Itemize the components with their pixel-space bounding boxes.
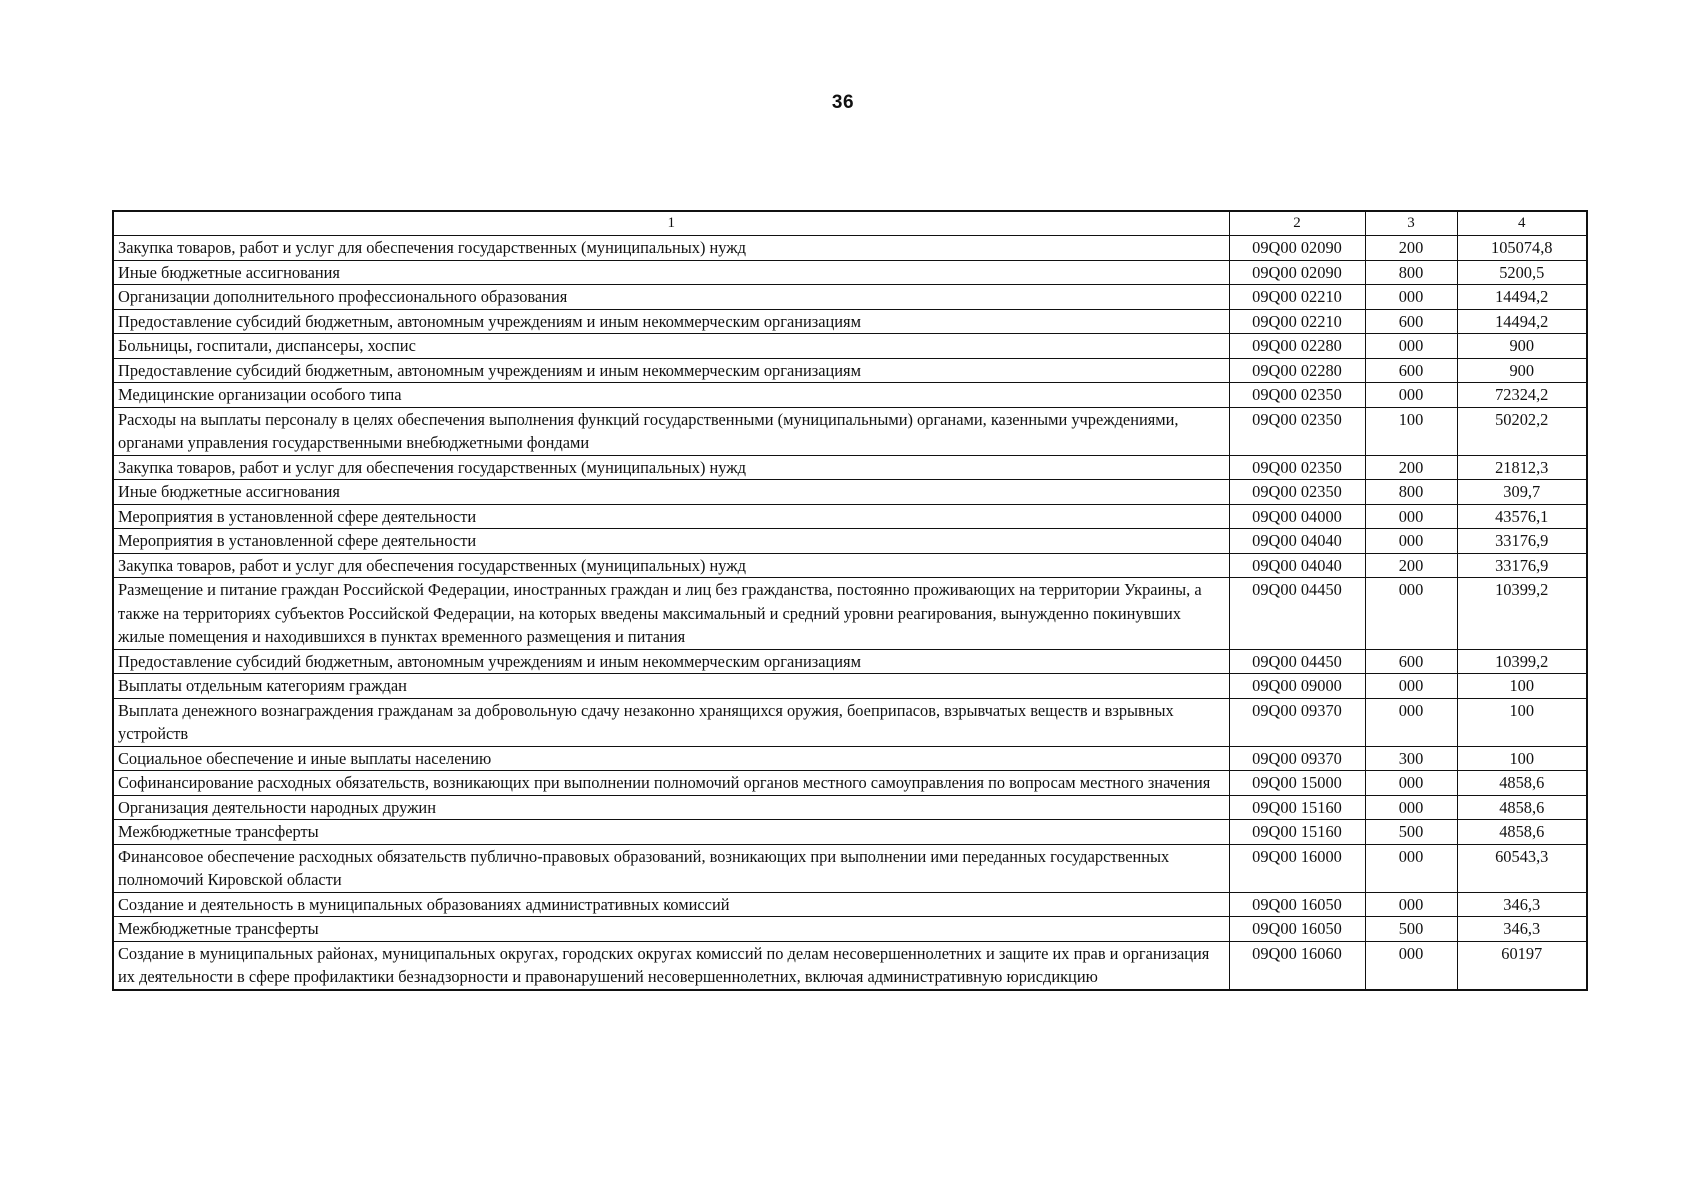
row-code-cell: 09Q00 02280: [1229, 334, 1365, 359]
row-amount-cell: 900: [1457, 358, 1587, 383]
page-number: 36: [831, 92, 855, 113]
row-code-cell: 09Q00 02350: [1229, 383, 1365, 408]
row-name-cell: Расходы на выплаты персоналу в целях обеспечения выполнения функций государственными (муниципальными) органами, казенными учреждениями, органами управления государственными внебюджетными фондами: [113, 407, 1229, 455]
row-amount-cell: 72324,2: [1457, 383, 1587, 408]
row-amount-cell: 346,3: [1457, 917, 1587, 942]
row-code-cell: 09Q00 04040: [1229, 529, 1365, 554]
table-row: [113, 455, 1587, 480]
header-col-1: 1: [113, 211, 1229, 236]
row-code-cell: 09Q00 02280: [1229, 358, 1365, 383]
row-name-cell: Организации дополнительного профессионального образования: [113, 285, 1229, 310]
row-code-cell: 09Q00 16060: [1229, 941, 1365, 990]
row-name-cell: Создание и деятельность в муниципальных образованиях административных комиссий: [113, 892, 1229, 917]
row-type-cell: 000: [1365, 578, 1457, 650]
row-type-cell: 600: [1365, 358, 1457, 383]
row-code-cell: 09Q00 04000: [1229, 504, 1365, 529]
row-code-cell: 09Q00 02210: [1229, 285, 1365, 310]
row-name-cell: Размещение и питание граждан Российской Федерации, иностранных граждан и лиц без гражданства, постоянно проживающих на территории Украины, а также на территориях субъектов Российской Федерации, на которых введены максимальный и средний уровни реагирования, вынужденно покинувших жилые помещения и находившихся в пунктах временного размещения и питания: [113, 578, 1229, 650]
row-amount-cell: 43576,1: [1457, 504, 1587, 529]
row-name-cell: Предоставление субсидий бюджетным, автономным учреждениям и иным некоммерческим организациям: [113, 358, 1229, 383]
row-type-cell: 000: [1365, 383, 1457, 408]
table-row: [113, 553, 1587, 578]
row-code-cell: 09Q00 16000: [1229, 844, 1365, 892]
row-amount-cell: 4858,6: [1457, 820, 1587, 845]
row-amount-cell: 60197: [1457, 941, 1587, 990]
table-row: [113, 698, 1587, 746]
row-amount-cell: 100: [1457, 698, 1587, 746]
row-type-cell: 000: [1365, 285, 1457, 310]
row-type-cell: 500: [1365, 820, 1457, 845]
row-amount-cell: 309,7: [1457, 480, 1587, 505]
row-amount-cell: 14494,2: [1457, 309, 1587, 334]
row-amount-cell: 33176,9: [1457, 529, 1587, 554]
row-type-cell: 800: [1365, 480, 1457, 505]
row-name-cell: Закупка товаров, работ и услуг для обеспечения государственных (муниципальных) нужд: [113, 553, 1229, 578]
table-row: [113, 892, 1587, 917]
header-col-4: 4: [1457, 211, 1587, 236]
row-name-cell: Предоставление субсидий бюджетным, автономным учреждениям и иным некоммерческим организациям: [113, 649, 1229, 674]
row-amount-cell: 10399,2: [1457, 578, 1587, 650]
table-row: [113, 941, 1587, 990]
header-row: [113, 211, 1587, 236]
row-name-cell: Закупка товаров, работ и услуг для обеспечения государственных (муниципальных) нужд: [113, 455, 1229, 480]
row-type-cell: 000: [1365, 529, 1457, 554]
row-type-cell: 600: [1365, 309, 1457, 334]
row-name-cell: Финансовое обеспечение расходных обязательств публично-правовых образований, возникающих при выполнении ими переданных государственных полномочий Кировской области: [113, 844, 1229, 892]
row-amount-cell: 21812,3: [1457, 455, 1587, 480]
row-code-cell: 09Q00 04040: [1229, 553, 1365, 578]
row-amount-cell: 900: [1457, 334, 1587, 359]
row-type-cell: 800: [1365, 260, 1457, 285]
table-row: [113, 504, 1587, 529]
row-amount-cell: 14494,2: [1457, 285, 1587, 310]
row-name-cell: Выплата денежного вознаграждения гражданам за добровольную сдачу незаконно хранящихся оружия, боеприпасов, взрывчатых веществ и взрывных устройств: [113, 698, 1229, 746]
row-type-cell: 000: [1365, 334, 1457, 359]
table-row: [113, 771, 1587, 796]
row-type-cell: 500: [1365, 917, 1457, 942]
row-type-cell: 000: [1365, 795, 1457, 820]
row-code-cell: 09Q00 02210: [1229, 309, 1365, 334]
row-name-cell: Межбюджетные трансферты: [113, 917, 1229, 942]
row-type-cell: 000: [1365, 844, 1457, 892]
table-row: [113, 746, 1587, 771]
row-type-cell: 100: [1365, 407, 1457, 455]
row-type-cell: 200: [1365, 455, 1457, 480]
header-col-3: 3: [1365, 211, 1457, 236]
table-row: [113, 236, 1587, 261]
row-amount-cell: 5200,5: [1457, 260, 1587, 285]
header-col-2: 2: [1229, 211, 1365, 236]
table-row: [113, 285, 1587, 310]
row-name-cell: Закупка товаров, работ и услуг для обеспечения государственных (муниципальных) нужд: [113, 236, 1229, 261]
row-type-cell: 000: [1365, 504, 1457, 529]
row-code-cell: 09Q00 15160: [1229, 795, 1365, 820]
row-code-cell: 09Q00 09370: [1229, 746, 1365, 771]
table-row: [113, 649, 1587, 674]
row-name-cell: Мероприятия в установленной сфере деятельности: [113, 529, 1229, 554]
row-code-cell: 09Q00 04450: [1229, 649, 1365, 674]
row-amount-cell: 105074,8: [1457, 236, 1587, 261]
row-code-cell: 09Q00 15000: [1229, 771, 1365, 796]
row-name-cell: Медицинские организации особого типа: [113, 383, 1229, 408]
row-code-cell: 09Q00 02350: [1229, 480, 1365, 505]
table-row: [113, 383, 1587, 408]
row-code-cell: 09Q00 02090: [1229, 260, 1365, 285]
row-amount-cell: 100: [1457, 746, 1587, 771]
table-row: [113, 917, 1587, 942]
row-code-cell: 09Q00 02090: [1229, 236, 1365, 261]
budget-table: [112, 210, 1588, 991]
row-amount-cell: 100: [1457, 674, 1587, 699]
row-name-cell: Мероприятия в установленной сфере деятельности: [113, 504, 1229, 529]
table-row: [113, 309, 1587, 334]
row-amount-cell: 33176,9: [1457, 553, 1587, 578]
row-name-cell: Иные бюджетные ассигнования: [113, 480, 1229, 505]
table-row: [113, 844, 1587, 892]
table-row: [113, 358, 1587, 383]
row-name-cell: Выплаты отдельным категориям граждан: [113, 674, 1229, 699]
row-code-cell: 09Q00 16050: [1229, 917, 1365, 942]
row-amount-cell: 10399,2: [1457, 649, 1587, 674]
row-name-cell: Иные бюджетные ассигнования: [113, 260, 1229, 285]
row-type-cell: 000: [1365, 941, 1457, 990]
row-name-cell: Организация деятельности народных дружин: [113, 795, 1229, 820]
table-row: [113, 260, 1587, 285]
row-code-cell: 09Q00 16050: [1229, 892, 1365, 917]
table-row: [113, 480, 1587, 505]
row-type-cell: 300: [1365, 746, 1457, 771]
row-amount-cell: 60543,3: [1457, 844, 1587, 892]
table-header: [113, 211, 1587, 236]
row-amount-cell: 346,3: [1457, 892, 1587, 917]
row-code-cell: 09Q00 09370: [1229, 698, 1365, 746]
row-name-cell: Создание в муниципальных районах, муниципальных округах, городских округах комиссий по делам несовершеннолетних и защите их прав и организация их деятельности в сфере профилактики безнадзорности и правонарушений несовершеннолетних, включая административную юрисдикцию: [113, 941, 1229, 990]
table-body: [113, 236, 1587, 990]
table-row: [113, 820, 1587, 845]
row-name-cell: Социальное обеспечение и иные выплаты населению: [113, 746, 1229, 771]
row-amount-cell: 4858,6: [1457, 795, 1587, 820]
table-row: [113, 529, 1587, 554]
row-code-cell: 09Q00 02350: [1229, 407, 1365, 455]
row-type-cell: 000: [1365, 698, 1457, 746]
table-row: [113, 334, 1587, 359]
table-row: [113, 578, 1587, 650]
row-type-cell: 200: [1365, 236, 1457, 261]
row-name-cell: Больницы, госпитали, диспансеры, хоспис: [113, 334, 1229, 359]
row-type-cell: 200: [1365, 553, 1457, 578]
table-row: [113, 795, 1587, 820]
table-row: [113, 674, 1587, 699]
table-row: [113, 407, 1587, 455]
row-type-cell: 000: [1365, 771, 1457, 796]
row-amount-cell: 4858,6: [1457, 771, 1587, 796]
row-amount-cell: 50202,2: [1457, 407, 1587, 455]
row-name-cell: Предоставление субсидий бюджетным, автономным учреждениям и иным некоммерческим организациям: [113, 309, 1229, 334]
row-code-cell: 09Q00 02350: [1229, 455, 1365, 480]
row-name-cell: Софинансирование расходных обязательств, возникающих при выполнении полномочий органов местного самоуправления по вопросам местного значения: [113, 771, 1229, 796]
row-code-cell: 09Q00 04450: [1229, 578, 1365, 650]
row-code-cell: 09Q00 15160: [1229, 820, 1365, 845]
row-type-cell: 000: [1365, 892, 1457, 917]
row-type-cell: 600: [1365, 649, 1457, 674]
row-name-cell: Межбюджетные трансферты: [113, 820, 1229, 845]
row-type-cell: 000: [1365, 674, 1457, 699]
row-code-cell: 09Q00 09000: [1229, 674, 1365, 699]
